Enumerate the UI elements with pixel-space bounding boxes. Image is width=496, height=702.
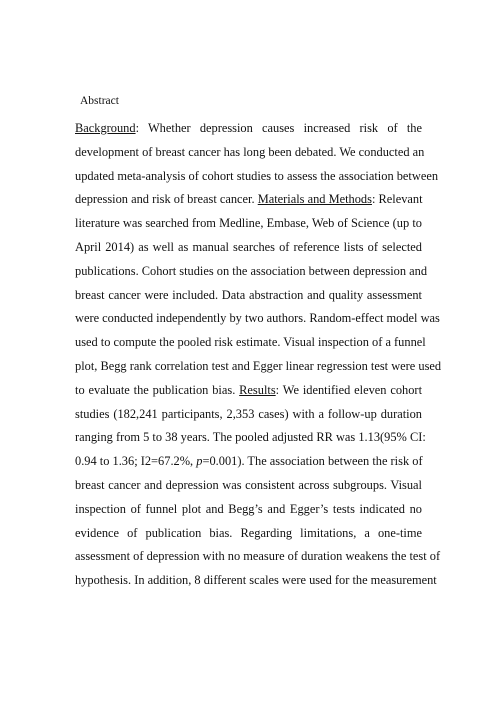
abstract-text: p (196, 454, 203, 469)
abstract-text: =0.001). The association between the risk of (202, 454, 423, 469)
abstract-text: 0.94 to 1.36; I2=67.2%, (75, 454, 197, 469)
abstract-text: publications. Cohort studies on the association between depression and (75, 263, 428, 278)
abstract-text: breast cancer were included. Data abstraction and quality assessment (75, 287, 422, 302)
abstract-line (75, 236, 422, 260)
abstract-line (75, 403, 422, 427)
section-label: Background (75, 121, 136, 135)
abstract-text: development of breast cancer has long been debated. We conducted an (75, 144, 425, 159)
abstract-text: updated meta-analysis of cohort studies to assess the association between (75, 168, 439, 183)
abstract-line (75, 284, 422, 308)
abstract-text: ranging from 5 to 38 years. The pooled adjusted RR was 1.13(95% CI: (75, 430, 426, 445)
abstract-text: were conducted independently by two authors. Random-effect model was (75, 311, 440, 326)
section-label: Materials and Methods (257, 192, 372, 207)
abstract-line (75, 498, 422, 522)
abstract-text: to evaluate the publication bias. (75, 382, 240, 397)
abstract-line (75, 426, 426, 450)
abstract-text: plot, Begg rank correlation test and Egger linear regression test were used (75, 358, 442, 373)
abstract-text: studies (182,241 participants, 2,353 cases) with a follow-up duration (75, 406, 422, 421)
abstract-line (75, 569, 437, 593)
abstract-line (75, 117, 422, 141)
abstract-line (75, 522, 422, 546)
abstract-line (75, 188, 422, 212)
abstract-line (75, 379, 422, 403)
abstract-text: breast cancer and depression was consistent across subgroups. Visual (75, 477, 422, 492)
abstract-line (75, 260, 428, 284)
abstract-line (75, 165, 439, 189)
abstract-text: : We identified eleven cohort (275, 382, 423, 397)
abstract-body (75, 117, 442, 593)
abstract-line (75, 545, 441, 569)
abstract-text: April 2014) as well as manual searches of reference lists of selected (75, 239, 422, 254)
abstract-text: : Whether depression causes increased risk of the (135, 121, 422, 135)
abstract-line (75, 450, 422, 474)
section-label: Results (239, 382, 276, 397)
abstract-text: assessment of depression with no measure of duration weakens the test of (75, 549, 441, 564)
abstract-text: : Relevant (371, 192, 423, 207)
abstract-text: hypothesis. In addition, 8 different scales were used for the measurement (75, 573, 437, 588)
abstract-text: used to compute the pooled risk estimate. Visual inspection of a funnel (75, 335, 426, 350)
abstract-text: inspection of funnel plot and Begg’s and Egger’s tests indicated no (75, 501, 422, 516)
abstract-line (75, 355, 442, 379)
abstract-line (75, 141, 425, 165)
abstract-line (75, 474, 422, 498)
abstract-text: literature was searched from Medline, Embase, Web of Science (up to (75, 216, 422, 231)
abstract-line (75, 331, 426, 355)
abstract-line (75, 307, 440, 331)
abstract-text: depression and risk of breast cancer. (75, 192, 258, 207)
abstract-text: evidence of publication bias. Regarding limitations, a one-time (75, 525, 422, 540)
abstract-heading: Abstract (80, 95, 119, 107)
abstract-line (75, 212, 422, 236)
